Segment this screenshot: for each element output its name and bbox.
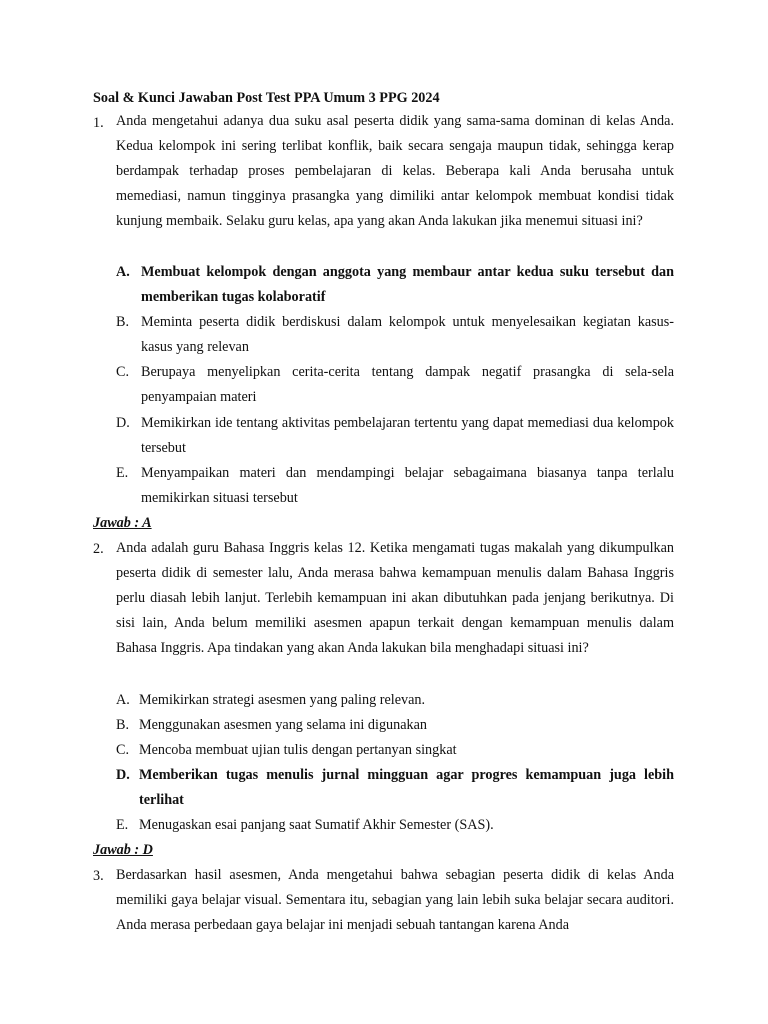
option-letter: B. [116, 717, 130, 733]
option-e [116, 461, 674, 511]
option-letter: A. [116, 692, 130, 708]
option-d [116, 411, 674, 461]
option-c [116, 738, 674, 763]
question-number: 2. [93, 541, 104, 557]
option-letter: B. [116, 314, 130, 330]
option-b [116, 713, 674, 738]
question-text: Berdasarkan hasil asesmen, Anda mengetahui bahwa sebagian peserta didik di kelas Anda memiliki gaya belajar visual. Sementara itu, sebagian yang lain lebih suka belajar secara auditori. Anda merasa perbedaan gaya belajar ini menjadi sebuah tantangan karena Anda [116, 867, 674, 934]
option-text: Mencoba membuat ujian tulis dengan pertanyan singkat [139, 742, 457, 758]
option-e [116, 813, 674, 838]
option-letter: D. [116, 767, 130, 783]
document-title: Soal & Kunci Jawaban Post Test PPA Umum 3 PPG 2024 [93, 90, 440, 106]
question-text: Anda adalah guru Bahasa Inggris kelas 12. Ketika mengamati tugas makalah yang dikumpulkan peserta didik di semester lalu, Anda merasa bahwa kemampuan menulis dalam Bahasa Inggris perlu diasah lebih lanjut. Terlebih kemampuan ini akan dibutuhkan pada jenjang berikutnya. Di sisi lain, Anda belum memiliki asesmen apapun terkait dengan kemampuan menulis dalam Bahasa Inggris. Apa tindakan yang akan Anda lakukan bila menghadapi situasi ini? [116, 540, 674, 657]
option-d-correct [116, 763, 674, 813]
option-a [116, 688, 674, 713]
option-text: Meminta peserta didik berdiskusi dalam kelompok untuk menyelesaikan kegiatan kasus-kasus yang relevan [141, 314, 674, 356]
option-text: Membuat kelompok dengan anggota yang membaur antar kedua suku tersebut dan memberikan tugas kolaboratif [141, 264, 674, 306]
answer-key: Jawab : D [93, 842, 153, 858]
question-text: Anda mengetahui adanya dua suku asal peserta didik yang sama-sama dominan di kelas Anda. Kedua kelompok ini sering terlibat konflik, baik secara sengaja maupun tidak, sehingga kerap berdampak terhadap proses pembelajaran di kelas. Beberapa kali Anda berusaha untuk memediasi, namun tingginya prasangka yang dimiliki antar kelompok membuat kondisi tidak kunjung membaik. Selaku guru kelas, apa yang akan Anda lakukan jika menemui situasi ini? [116, 113, 674, 230]
option-b [116, 310, 674, 360]
option-text: Memberikan tugas menulis jurnal mingguan agar progres kemampuan juga lebih terlihat [139, 767, 674, 809]
question-number: 3. [93, 868, 104, 884]
answer-key: Jawab : A [93, 515, 152, 531]
option-letter: A. [116, 264, 130, 280]
option-text: Berupaya menyelipkan cerita-cerita tentang dampak negatif prasangka di sela-sela penyampaian materi [141, 364, 674, 406]
option-letter: C. [116, 742, 130, 758]
question-number: 1. [93, 115, 104, 131]
option-text: Menugaskan esai panjang saat Sumatif Akhir Semester (SAS). [139, 817, 494, 833]
option-text: Memikirkan strategi asesmen yang paling relevan. [139, 692, 426, 708]
option-text: Menyampaikan materi dan mendampingi belajar sebagaimana biasanya tanpa terlalu memikirkan situasi tersebut [141, 465, 674, 507]
option-c [116, 360, 674, 410]
option-letter: E. [116, 817, 129, 833]
option-letter: C. [116, 364, 130, 380]
option-letter: E. [116, 465, 129, 481]
option-a-correct [116, 260, 674, 310]
option-letter: D. [116, 415, 130, 431]
option-text: Menggunakan asesmen yang selama ini digunakan [139, 717, 428, 733]
option-text: Memikirkan ide tentang aktivitas pembelajaran tertentu yang dapat memediasi dua kelompok tersebut [141, 415, 674, 457]
